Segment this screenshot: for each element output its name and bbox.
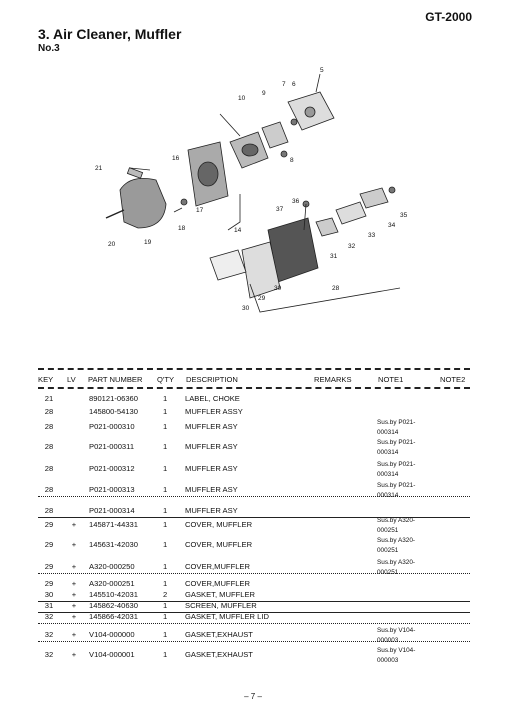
cell-note1: Sus.by V104- 000003 (377, 647, 416, 664)
row-separator (38, 573, 470, 574)
cell-part: 145510-42031 (89, 590, 138, 599)
cell-desc: MUFFLER ASY (185, 442, 238, 451)
cell-qty: 1 (163, 562, 168, 571)
page-number: – 7 – (244, 692, 262, 701)
cell-key: 21 (44, 394, 54, 403)
cell-desc: MUFFLER ASY (185, 506, 238, 515)
cell-qty: 1 (163, 485, 168, 494)
svg-text:14: 14 (234, 227, 242, 234)
cell-part: P021-000311 (89, 442, 135, 451)
cell-desc: COVER, MUFFLER (185, 540, 253, 549)
cell-part: P021-000314 (89, 506, 135, 515)
cell-qty: 1 (163, 394, 168, 403)
cell-key: 32 (44, 650, 54, 659)
model-name: GT-2000 (425, 10, 472, 24)
header-rule-top (38, 368, 470, 370)
svg-text:18: 18 (178, 225, 186, 232)
cell-desc: GASKET,EXHAUST (185, 650, 253, 659)
cell-key: 29 (44, 562, 54, 571)
cell-qty: 2 (163, 590, 168, 599)
cell-key: 32 (44, 630, 54, 639)
cell-part: P021-000312 (89, 464, 135, 473)
cell-key: 31 (44, 601, 54, 610)
section-title: 3. Air Cleaner, Muffler (38, 26, 182, 42)
svg-text:16: 16 (172, 155, 180, 162)
cell-key: 28 (44, 442, 54, 451)
svg-text:30: 30 (242, 305, 250, 312)
svg-text:8: 8 (290, 157, 294, 164)
cell-qty: 1 (163, 407, 168, 416)
cell-lv: + (71, 520, 77, 529)
part-9-spacer (262, 122, 288, 148)
section-number: No.3 (38, 43, 60, 54)
cell-part: V104-000000 (89, 630, 135, 639)
svg-text:31: 31 (330, 253, 338, 260)
row-separator (38, 496, 470, 497)
cell-part: 145871-44331 (89, 520, 138, 529)
cell-qty: 1 (163, 601, 168, 610)
cell-key: 29 (44, 540, 54, 549)
cell-lv: + (71, 601, 77, 610)
cell-key: 32 (44, 612, 54, 621)
col-key: KEY (38, 375, 54, 384)
svg-text:7: 7 (282, 81, 286, 88)
cell-desc: COVER,MUFFLER (185, 579, 250, 588)
row-separator (38, 623, 470, 624)
cell-part: 145866-42031 (89, 612, 138, 621)
svg-text:10: 10 (238, 95, 246, 102)
svg-text:36: 36 (292, 198, 300, 205)
col-part-number: PART NUMBER (88, 375, 143, 384)
cell-desc: MUFFLER ASY (185, 485, 238, 494)
svg-text:35: 35 (400, 212, 408, 219)
cell-qty: 1 (163, 442, 168, 451)
cell-key: 28 (44, 422, 54, 431)
svg-text:20: 20 (108, 241, 116, 248)
cell-lv: + (71, 650, 77, 659)
cell-part: A320-000250 (89, 562, 135, 571)
cell-part: 890121-06360 (89, 394, 138, 403)
svg-text:21: 21 (95, 165, 103, 172)
col-lv: LV (67, 375, 76, 384)
col-qty: Q'TY (157, 375, 175, 384)
cell-desc: GASKET,EXHAUST (185, 630, 253, 639)
svg-text:6: 6 (292, 81, 296, 88)
cell-lv: + (71, 562, 77, 571)
cell-key: 29 (44, 520, 54, 529)
cell-lv: + (71, 630, 77, 639)
cell-key: 28 (44, 506, 54, 515)
svg-text:33: 33 (368, 232, 376, 239)
cell-qty: 1 (163, 630, 168, 639)
cell-note1: Sus.by V104- 000003 (377, 627, 416, 644)
cell-note1: Sus.by P021- 000314 (377, 461, 416, 478)
cell-desc: MUFFLER ASY (185, 464, 238, 473)
cell-part: P021-000310 (89, 422, 135, 431)
col-description: DESCRIPTION (186, 375, 238, 384)
cell-qty: 1 (163, 520, 168, 529)
cell-key: 29 (44, 579, 54, 588)
exploded-parts-diagram (70, 62, 450, 330)
cell-desc: MUFFLER ASY (185, 422, 238, 431)
cell-note1: Sus.by A320- 000251 (377, 559, 416, 576)
svg-text:37: 37 (276, 206, 284, 213)
cell-part: A320-000251 (89, 579, 135, 588)
cell-part: P021-000313 (89, 485, 135, 494)
cell-lv: + (71, 540, 77, 549)
cell-key: 28 (44, 485, 54, 494)
cell-lv: + (71, 590, 77, 599)
col-note2: NOTE2 (440, 375, 466, 384)
cell-desc: GASKET, MUFFLER LID (185, 612, 269, 621)
cell-lv: + (71, 579, 77, 588)
svg-text:29: 29 (258, 295, 266, 302)
cell-desc: SCREEN, MUFFLER (185, 601, 257, 610)
cell-desc: LABEL, CHOKE (185, 394, 240, 403)
cell-key: 30 (44, 590, 54, 599)
svg-text:17: 17 (196, 207, 204, 214)
cell-desc: COVER, MUFFLER (185, 520, 253, 529)
svg-text:28: 28 (332, 285, 340, 292)
cell-part: 145800-54130 (89, 407, 138, 416)
cell-qty: 1 (163, 506, 168, 515)
cell-part: V104-000001 (89, 650, 135, 659)
cell-note1: Sus.by A320- 000251 (377, 537, 416, 554)
cell-note1: Sus.by P021- 000314 (377, 482, 416, 499)
cell-key: 28 (44, 464, 54, 473)
header-rule-bottom (38, 387, 470, 389)
svg-text:19: 19 (144, 239, 152, 246)
cell-desc: COVER,MUFFLER (185, 562, 250, 571)
part-19-air-cleaner-cover (120, 178, 166, 228)
cell-key: 28 (44, 407, 54, 416)
cell-note1: Sus.by P021- 000314 (377, 439, 416, 456)
cell-qty: 1 (163, 540, 168, 549)
cell-qty: 1 (163, 464, 168, 473)
cell-qty: 1 (163, 650, 168, 659)
cell-part: 145631-42030 (89, 540, 138, 549)
row-separator (38, 641, 470, 642)
svg-text:5: 5 (320, 67, 324, 74)
svg-text:32: 32 (348, 243, 356, 250)
col-note1: NOTE1 (378, 375, 404, 384)
cell-qty: 1 (163, 612, 168, 621)
cell-note1: Sus.by A320- 000251 (377, 517, 416, 534)
cell-part: 145862-40630 (89, 601, 138, 610)
col-remarks: REMARKS (314, 375, 352, 384)
cell-qty: 1 (163, 579, 168, 588)
cell-qty: 1 (163, 422, 168, 431)
cell-desc: GASKET, MUFFLER (185, 590, 256, 599)
svg-text:30: 30 (274, 285, 282, 292)
cell-note1: Sus.by P021- 000314 (377, 419, 416, 436)
cell-desc: MUFFLER ASSY (185, 407, 243, 416)
cell-lv: + (71, 612, 77, 621)
svg-text:9: 9 (262, 90, 266, 97)
svg-text:34: 34 (388, 222, 396, 229)
